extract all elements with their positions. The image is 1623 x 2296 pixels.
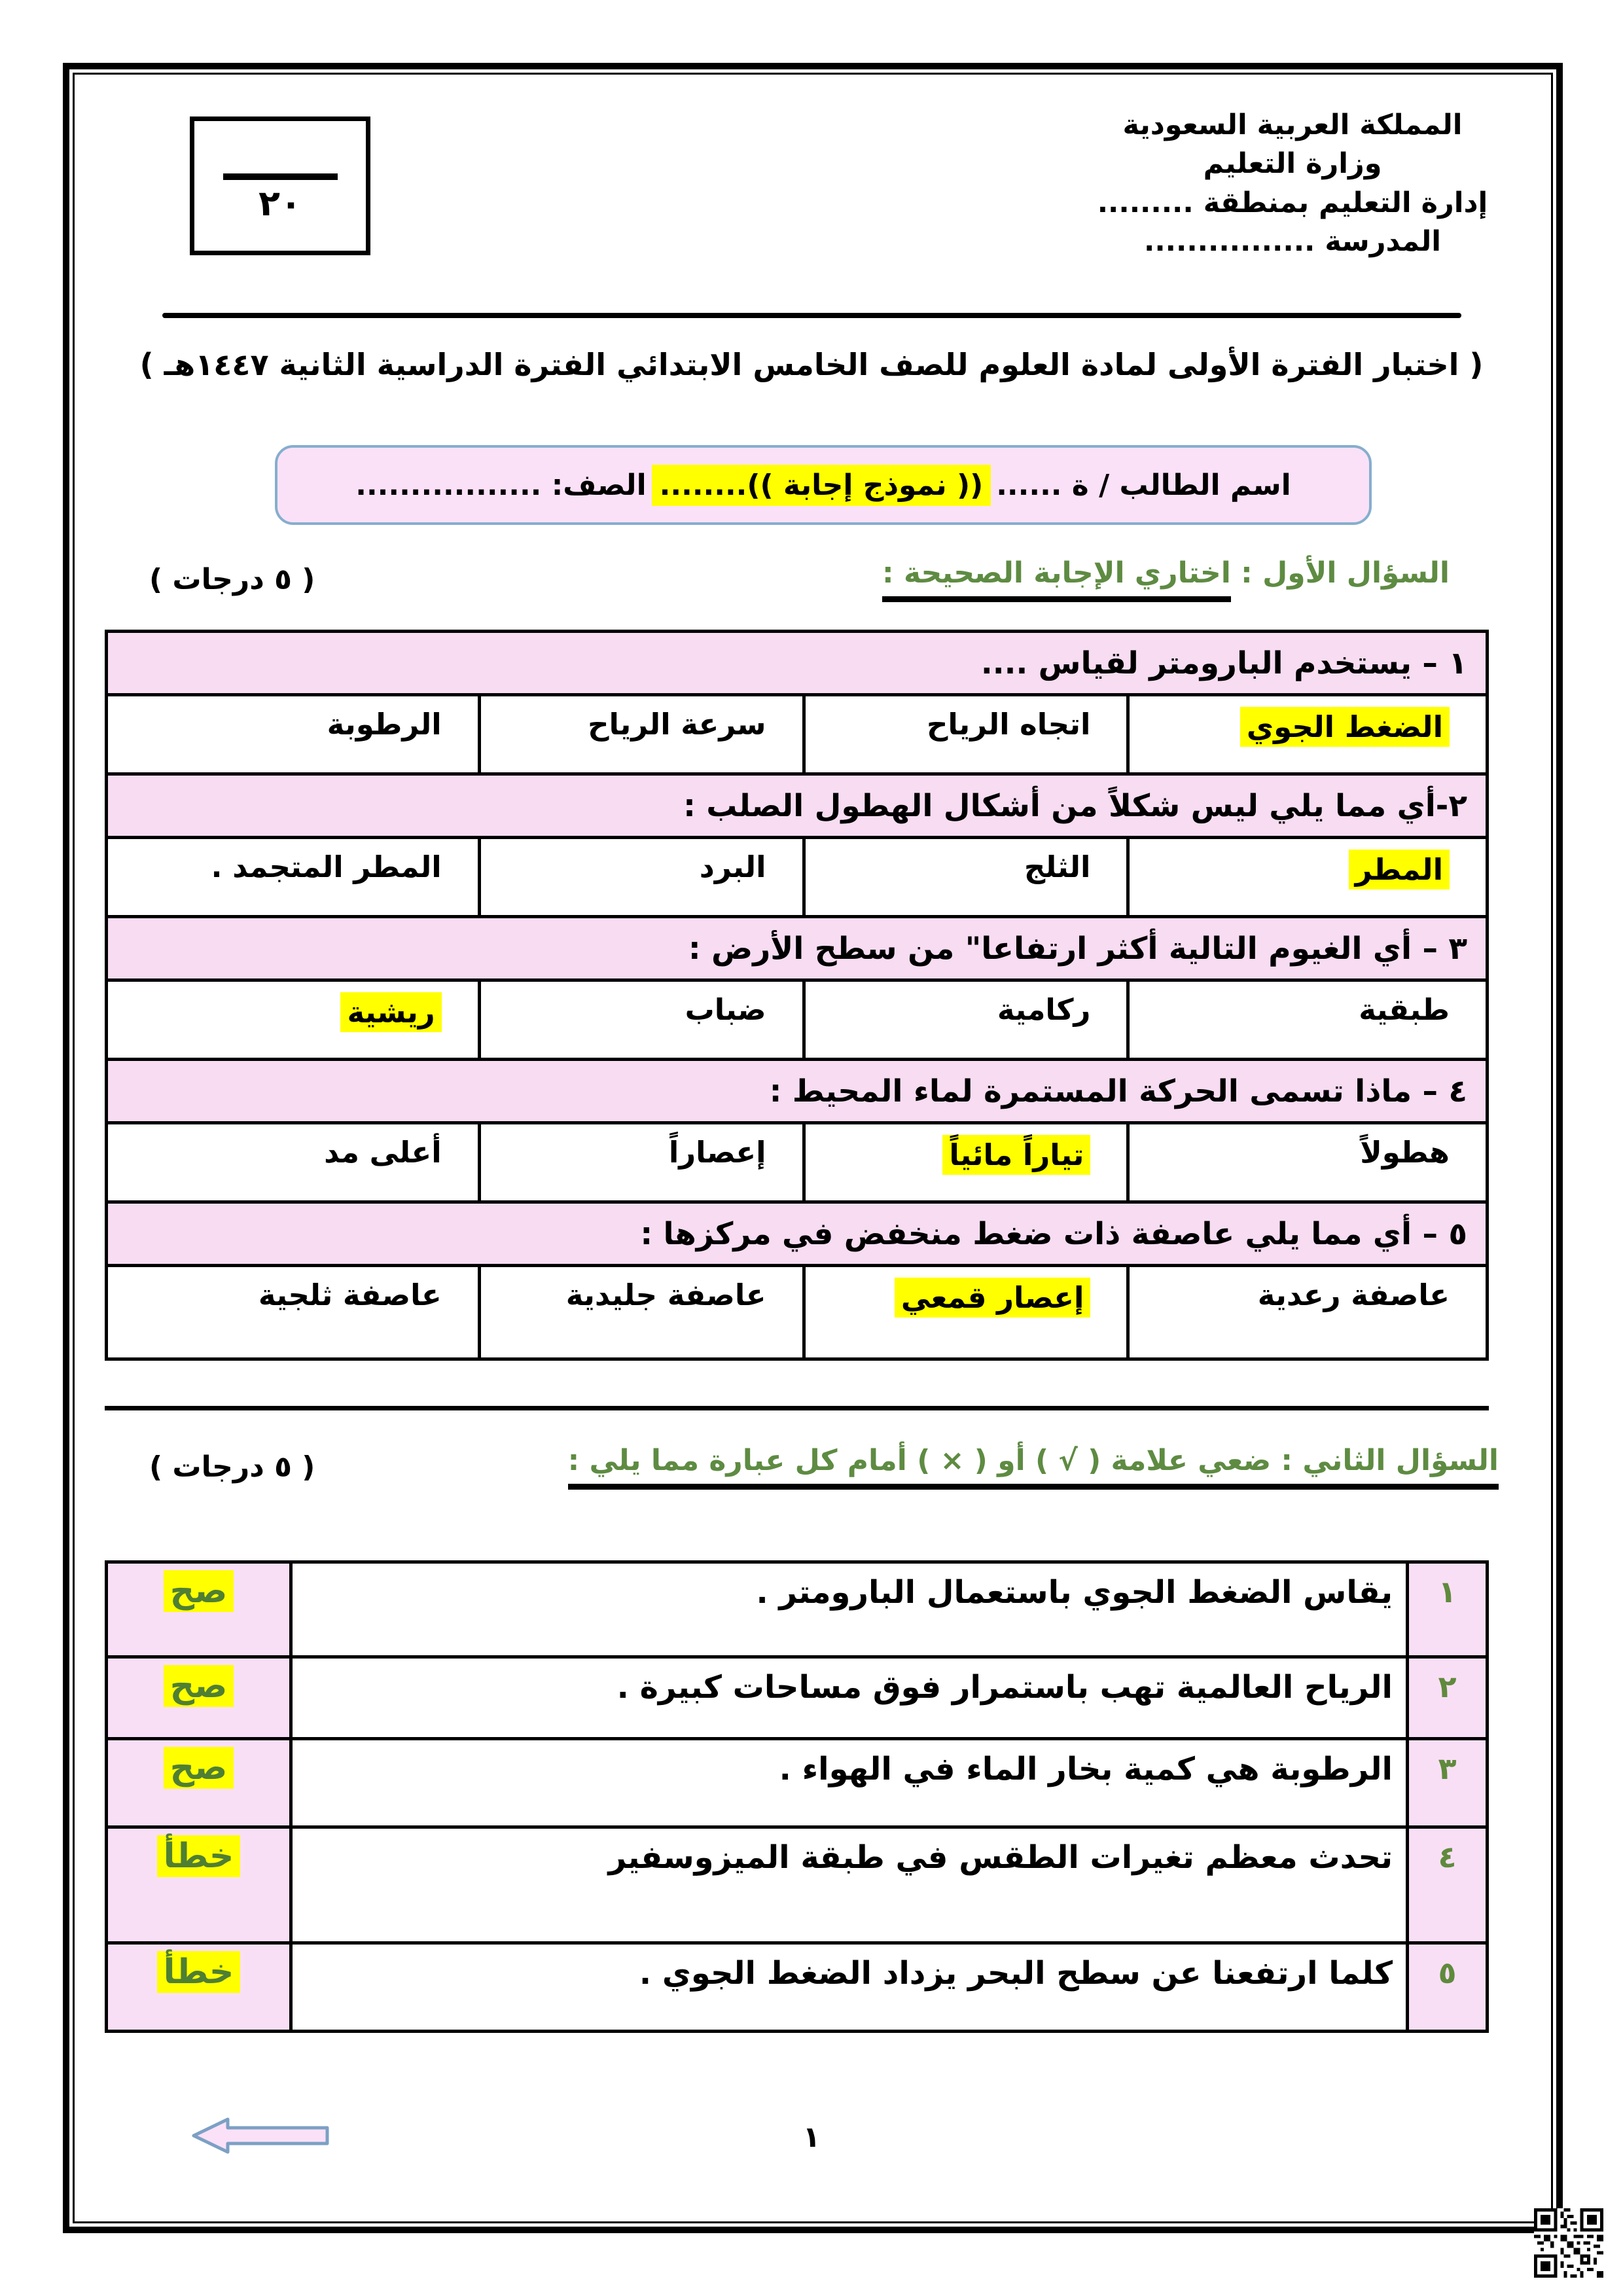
exam-title: ( اختبار الفترة الأولى لمادة العلوم للصف الخامس الابتدائي الفترة الدراسية الثانية ١٤٤٧هـ )	[139, 347, 1484, 382]
tf-row-number: ٣	[1408, 1739, 1488, 1827]
tf-answer-cell	[107, 1827, 291, 1943]
tf-answer: صح	[164, 1665, 234, 1707]
section1-header	[882, 556, 1450, 590]
tf-answer: خطأ	[157, 1951, 241, 1993]
class-label: الصف: .................	[355, 468, 647, 502]
mcq-q2-option-c: البرد	[479, 838, 804, 917]
mcq-q1-option-b: اتجاه الرياح	[804, 695, 1128, 774]
tf-statement: الرياح العالمية تهب باستمرار فوق مساحات كبيرة .	[291, 1657, 1408, 1739]
tf-row	[107, 1739, 1488, 1827]
mcq-q4-option-d: أعلى مد	[107, 1123, 480, 1202]
mcq-options-row	[107, 1266, 1488, 1359]
student-name-bar	[275, 445, 1372, 525]
mcq-q3-option-a: طبقية	[1128, 980, 1488, 1060]
student-name-label: اسم الطالب / ة ......	[996, 468, 1291, 502]
mcq-question-2: ٢-أي مما يلي ليس شكلاً من أشكال الهطول الصلب :	[107, 774, 1488, 838]
section2-title: السؤال الثاني :	[1281, 1444, 1499, 1477]
tf-answer-cell	[107, 1943, 291, 2032]
section2-header	[568, 1444, 1499, 1477]
ministry-header	[1037, 106, 1548, 261]
section-divider-line	[105, 1406, 1489, 1410]
mcq-options-row	[107, 695, 1488, 774]
answer-key-badge: (( نموذج إجابة ))........	[652, 465, 991, 506]
mcq-q2-option-a	[1128, 838, 1488, 917]
mcq-options-row	[107, 1123, 1488, 1202]
tf-answer: صح	[164, 1570, 234, 1612]
mcq-table	[105, 630, 1489, 1361]
tf-row	[107, 1562, 1488, 1657]
mcq-q2-option-b: الثلج	[804, 838, 1128, 917]
score-box	[190, 117, 370, 255]
mcq-question-row	[107, 917, 1488, 980]
tf-row	[107, 1943, 1488, 2032]
mcq-question-4: ٤ – ماذا تسمى الحركة المستمرة لماء المحيط :	[107, 1060, 1488, 1123]
section2-points: ( ٥ درجات )	[149, 1450, 315, 1484]
page-number: ١	[802, 2121, 821, 2154]
ministry-line-ministry: وزارة التعليم	[1203, 147, 1382, 181]
correct-answer-highlight: إعصار قمعي	[895, 1278, 1091, 1318]
section1-title: السؤال الأول :	[1241, 556, 1450, 590]
mcq-options-row	[107, 980, 1488, 1060]
tf-row-number: ٢	[1408, 1657, 1488, 1739]
section2-title-wrap	[568, 1444, 1499, 1490]
mcq-q1-option-a	[1128, 695, 1488, 774]
tf-row-number: ١	[1408, 1562, 1488, 1657]
mcq-q4-option-a: هطولاً	[1128, 1123, 1488, 1202]
tf-statement: يقاس الضغط الجوي باستعمال البارومتر .	[291, 1562, 1408, 1657]
mcq-q2-option-d: المطر المتجمد .	[107, 838, 480, 917]
correct-answer-highlight: المطر	[1349, 850, 1450, 889]
tf-row-number: ٥	[1408, 1943, 1488, 2032]
mcq-q5-option-a: عاصفة رعدية	[1128, 1266, 1488, 1359]
mcq-q4-option-c: إعصاراً	[479, 1123, 804, 1202]
section1-instruction: اختاري الإجابة الصحيحة :	[882, 556, 1231, 602]
tf-row-number: ٤	[1408, 1827, 1488, 1943]
tf-row	[107, 1827, 1488, 1943]
tf-answer-cell	[107, 1739, 291, 1827]
mcq-question-1: ١ – يستخدم البارومتر لقياس ....	[107, 632, 1488, 695]
mcq-question-row	[107, 632, 1488, 695]
mcq-q1-option-c: سرعة الرياح	[479, 695, 804, 774]
tf-statement: تحدث معظم تغيرات الطقس في طبقة الميزوسفير	[291, 1827, 1408, 1943]
mcq-q5-option-d: عاصفة ثلجية	[107, 1266, 480, 1359]
tf-statement: كلما ارتفعنا عن سطح البحر يزداد الضغط الجوي .	[291, 1943, 1408, 2032]
tf-answer-cell	[107, 1657, 291, 1739]
mcq-question-row	[107, 1060, 1488, 1123]
mcq-q4-option-b	[804, 1123, 1128, 1202]
ministry-line-school: المدرسة ................	[1144, 224, 1441, 258]
tf-answer: خطأ	[157, 1835, 241, 1877]
mcq-question-row	[107, 774, 1488, 838]
mcq-question-3: ٣ – أي الغيوم التالية أكثر ارتفاعا" من سطح الأرض :	[107, 917, 1488, 980]
correct-answer-highlight: تياراً مائياً	[942, 1135, 1090, 1175]
mcq-q3-option-b: ركامية	[804, 980, 1128, 1060]
mcq-q1-option-d: الرطوبة	[107, 695, 480, 774]
tf-answer: صح	[164, 1747, 234, 1789]
mcq-q5-option-b	[804, 1266, 1128, 1359]
mcq-question-5: ٥ – أي مما يلي عاصفة ذات ضغط منخفض في مركزها :	[107, 1202, 1488, 1266]
mcq-q3-option-d	[107, 980, 480, 1060]
mcq-options-row	[107, 838, 1488, 917]
ministry-line-country: المملكة العربية السعودية	[1122, 109, 1463, 141]
score-total: ٢٠	[259, 183, 302, 224]
mcq-q5-option-c: عاصفة جليدية	[479, 1266, 804, 1359]
header-divider-line	[162, 313, 1461, 318]
tf-statement: الرطوبة هي كمية بخار الماء في الهواء .	[291, 1739, 1408, 1827]
section2-instruction: ضعي علامة ( √ ) أو ( × ) أمام كل عبارة مما يلي :	[567, 1444, 1272, 1477]
qr-code	[1534, 2208, 1603, 2278]
ministry-line-district: إدارة التعليم بمنطقة .........	[1097, 186, 1488, 219]
score-line	[223, 173, 338, 180]
correct-answer-highlight: ريشية	[340, 992, 441, 1032]
mcq-q3-option-c: ضباب	[479, 980, 804, 1060]
mcq-question-row	[107, 1202, 1488, 1266]
tf-answer-cell	[107, 1562, 291, 1657]
correct-answer-highlight: الضغط الجوي	[1240, 707, 1450, 747]
section1-points: ( ٥ درجات )	[149, 563, 315, 596]
tf-row	[107, 1657, 1488, 1739]
true-false-table	[105, 1560, 1489, 2033]
